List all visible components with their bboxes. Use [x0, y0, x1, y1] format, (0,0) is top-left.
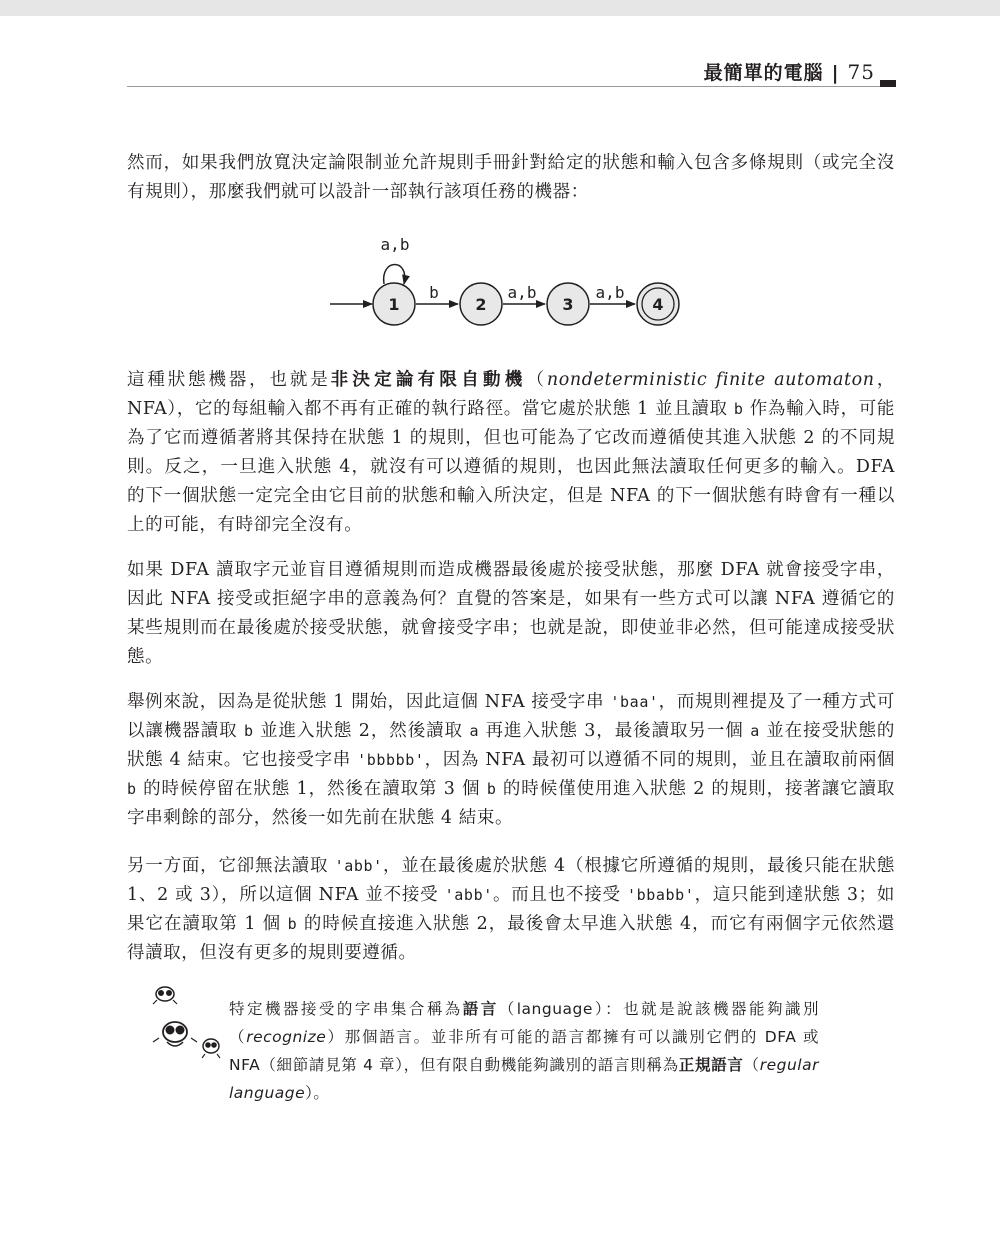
header-separator: |: [831, 62, 840, 84]
top-band: [0, 0, 1000, 16]
state-3: [547, 283, 589, 325]
state-label-1: 1: [388, 295, 400, 314]
note-box: 特定機器接受的字串集合稱為語言（language）：也就是說該機器能夠識別（recognize）那個語言。並非所有可能的語言都擁有可以識別它們的 DFA 或 NFA（細節請見第 4 章），但有限自動機能夠識別的語言則稱為正規語言（regular language）。: [229, 999, 819, 1102]
label-1-2: b: [429, 283, 439, 302]
label-3-4: a,b: [595, 283, 625, 302]
paragraph-3: 如果 DFA 讀取字元並盲目遵循規則而造成機器最後處於接受狀態，那麼 DFA 就會接受字串，因此 NFA 接受或拒絕字串的意義為何？直覺的答案是，如果有一些方式可以讓 NFA 遵循它的某些規則而在最後處於接受狀態，就會接受字串；也就是說，即使並非必然，但可能達成接受狀態。: [127, 560, 895, 667]
state-2: [460, 283, 502, 325]
loop-arrow-1: [384, 265, 405, 285]
loop-label-1: a,b: [380, 235, 410, 254]
term-language: 語言: [462, 999, 499, 1018]
running-header: [704, 58, 875, 85]
term-nfa-english: nondeterministic finite automaton: [546, 370, 875, 390]
state-label-4: 4: [652, 295, 664, 314]
owl-icon: [145, 980, 225, 1070]
page-number: 75: [847, 60, 875, 84]
state-label-2: 2: [475, 295, 487, 314]
term-nfa: 非決定論有限自動機: [330, 370, 527, 390]
term-regular-language: 正規語言: [678, 1055, 744, 1074]
chapter-title: 最簡單的電腦: [703, 62, 824, 84]
nfa-diagram: [320, 228, 700, 338]
header-rule: [127, 86, 895, 87]
header-marker: [880, 80, 896, 87]
paragraph-4: 舉例來說，因為是從狀態 1 開始，因此這個 NFA 接受字串 'baa'，而規則裡提及了一種方式可以讓機器讀取 b 並進入狀態 2，然後讀取 a 再進入狀態 3，最後讀取另一個 a 並在接受狀態的狀態 4 結束。它也接受字串 'bbbbb'，因為 NFA 最初可以遵循不同的規則，並且在讀取前兩個 b 的時候停留在狀態 1，然後在讀取第 3 個 b 的時候僅使用進入狀態 2 的規則，接著讓它讀取字串剩餘的部分，然後一如先前在狀態 4 結束。: [127, 692, 896, 828]
paragraph-2: 這種狀態機器，也就是非決定論有限自動機（nondeterministic finite automaton，NFA），它的每組輸入都不再有正確的執行路徑。當它處於狀態 1 並且讀取 b 作為輸入時，可能為了它而遵循著將其保持在狀態 1 的規則，但也可能為了它改而遵循使其進入狀態 2 的不同規則。反之，一旦進入狀態 4，就沒有可以遵循的規則，也因此無法讀取任何更多的輸入。DFA 的下一個狀態一定完全由它目前的狀態和輸入所決定，但是 NFA 的下一個狀態有時會有一種以上的可能，有時卻完全沒有。: [127, 370, 896, 535]
paragraph-1: 然而，如果我們放寬決定論限制並允許規則手冊針對給定的狀態和輸入包含多條規則（或完全沒有規則），那麼我們就可以設計一部執行該項任務的機器：: [127, 153, 895, 202]
label-2-3: a,b: [507, 283, 537, 302]
state-label-3: 3: [562, 295, 574, 314]
state-4-accepting: [637, 283, 679, 325]
state-1: [373, 283, 415, 325]
paragraph-5: 另一方面，它卻無法讀取 'abb'，並在最後處於狀態 4（根據它所遵循的規則，最後只能在狀態 1、2 或 3），所以這個 NFA 並不接受 'abb'。而且也不接受 'bbabb'，這只能到達狀態 3；如果它在讀取第 1 個 b 的時候直接進入狀態 2，最後會太早進入狀態 4，而它有兩個字元依然還得讀取，但沒有更多的規則要遵循。: [127, 856, 895, 963]
